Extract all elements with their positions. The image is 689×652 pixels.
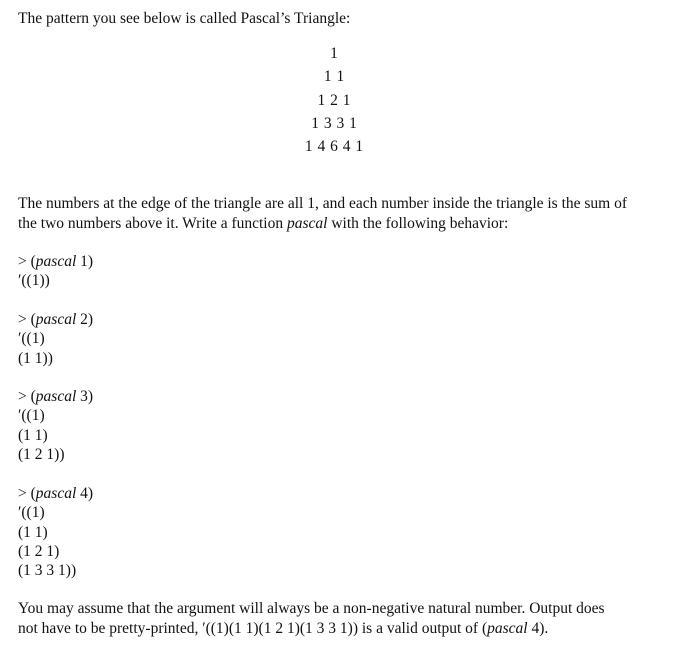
closing-line xyxy=(18,619,650,639)
example-call xyxy=(18,484,93,503)
example-output-line: (1 1)) xyxy=(18,349,53,367)
function-name: pascal xyxy=(35,388,77,405)
prompt-text: > ( xyxy=(18,485,36,502)
pascal-triangle xyxy=(18,44,650,160)
triangle-row: 1 1 xyxy=(323,68,345,86)
example-output-line: (1 1) xyxy=(18,523,48,541)
example-call xyxy=(18,387,93,406)
description-line: The numbers at the edge of the triangle are all 1, and each number inside the triangle is the sum of xyxy=(18,195,628,212)
description-line xyxy=(18,214,650,234)
example-call xyxy=(18,310,93,329)
function-name: pascal xyxy=(35,253,77,270)
description-text: with the following behavior: xyxy=(327,215,509,232)
example-pascal-1 xyxy=(18,252,93,291)
example-output-line: (1 3 3 1)) xyxy=(18,562,77,580)
argument-text: 2) xyxy=(76,311,94,328)
example-output-line: ′((1) xyxy=(18,330,45,348)
example-output-line: ′((1)) xyxy=(18,272,50,290)
closing-paragraph xyxy=(18,599,650,639)
closing-line: You may assume that the argument will always be a non-negative natural number. Output does xyxy=(18,600,605,617)
example-output-line: (1 1) xyxy=(18,426,48,444)
example-pascal-3 xyxy=(18,387,93,464)
function-name: pascal xyxy=(286,215,328,232)
closing-text: 4). xyxy=(527,620,549,637)
prompt-text: > ( xyxy=(18,311,36,328)
argument-text: 4) xyxy=(76,485,94,502)
function-name: pascal xyxy=(35,311,77,328)
example-output-line: ′((1) xyxy=(18,407,45,425)
argument-text: 1) xyxy=(76,253,94,270)
triangle-row: 1 2 1 xyxy=(317,91,351,109)
example-pascal-4 xyxy=(18,484,93,580)
function-name: pascal xyxy=(35,485,77,502)
example-output-line: (1 2 1)) xyxy=(18,445,65,463)
prompt-text: > ( xyxy=(18,388,36,405)
intro-text: The pattern you see below is called Pascal’s Triangle: xyxy=(18,10,351,27)
example-call xyxy=(18,252,93,271)
closing-text: not have to be pretty-printed, ′((1)(1 1)(1 2 1)(1 3 3 1)) is a valid output of ( xyxy=(18,620,488,637)
function-name: pascal xyxy=(487,620,528,637)
description-paragraph xyxy=(18,194,650,234)
argument-text: 3) xyxy=(76,388,94,405)
triangle-row: 1 3 3 1 xyxy=(311,114,357,132)
example-output-line: (1 2 1) xyxy=(18,542,60,560)
example-output-line: ′((1) xyxy=(18,504,45,522)
triangle-row: 1 xyxy=(330,45,338,62)
example-pascal-2 xyxy=(18,310,93,368)
prompt-text: > ( xyxy=(18,253,36,270)
triangle-row: 1 4 6 4 1 xyxy=(304,138,364,156)
description-text: the two numbers above it. Write a function xyxy=(18,215,287,232)
